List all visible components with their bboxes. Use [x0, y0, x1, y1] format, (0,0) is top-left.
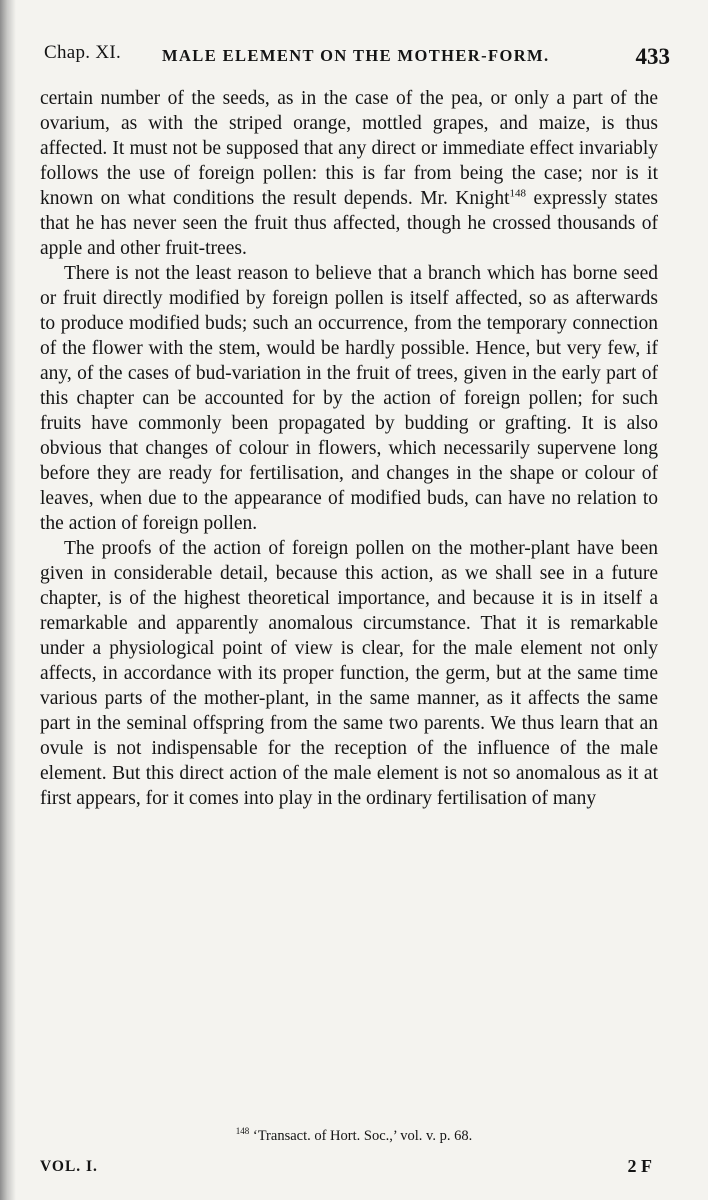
paragraph-1 — [40, 86, 658, 261]
printer-signature-line — [40, 1158, 652, 1184]
paragraph-3: The proofs of the action of foreign pollen on the mother-plant have been given in considerable detail, because this action, as we shall see in a future chapter, is of the highest theoretical importance, and because it is in itself a remarkable and apparently anomalous circumstance. That it is remarkable under a physiological point of view is clear, for the male element not only affects, in accordance with its proper function, the germ, but at the same time various parts of the mother-plant, in the same manner, as it affects the same part in the seminal offspring from the same two parents. We thus learn that an ovule is not indispensable for the reception of the influence of the male element. But this direct action of the male element is not so anomalous as it at first appears, for it comes into play in the ordinary fertilisation of many — [40, 538, 658, 809]
volume-label: VOL. I. — [40, 1158, 98, 1175]
footnote-reference[interactable]: 148 — [509, 187, 527, 200]
running-title: MALE ELEMENT ON THE MOTHER-FORM. — [162, 46, 550, 65]
running-head — [44, 38, 670, 74]
scan-shadow-edge — [0, 0, 16, 1200]
page-number: 433 — [635, 44, 670, 69]
paragraph-1-text-end: expressly states that he has never seen the fruit thus affected, though he crossed thousands of apple and other fruit-trees. — [40, 188, 658, 259]
footnote-text: ‘Transact. of Hort. Soc.,’ vol. v. p. 68. — [252, 1128, 473, 1144]
signature-mark: 2 F — [627, 1156, 652, 1176]
paragraph-1-text-start: certain number of the seeds, as in the case of the pea, or only a part of the ovarium, as with the striped orange, mottled grapes, and maize, is thus affected. It must not be supposed that any direct or immediate effect invariably follows the use of foreign pollen: this is far from being the case; nor is it known on what conditions the result depends. Mr. Knight — [40, 88, 658, 209]
footnote — [0, 1128, 708, 1145]
body-text — [40, 86, 658, 811]
paragraph-2: There is not the least reason to believe that a branch which has borne seed or fruit directly modified by foreign pollen is itself affected, so as afterwards to produce modified buds; such an occurrence, from the temporary connection of the flower with the stem, would be hardly possible. Hence, but very few, if any, of the cases of bud-variation in the fruit of trees, given in the early part of this chapter can be accounted for by the action of foreign pollen; for such fruits have commonly been propagated by budding or grafting. It is also obvious that changes of colour in flowers, which necessarily supervene long before they are ready for fertilisation, and changes in the shape or colour of leaves, when due to the appearance of modified buds, can have no relation to the action of foreign pollen. — [40, 263, 658, 534]
footnote-number: 148 — [235, 1126, 250, 1137]
chapter-label: Chap. XI. — [44, 42, 122, 63]
